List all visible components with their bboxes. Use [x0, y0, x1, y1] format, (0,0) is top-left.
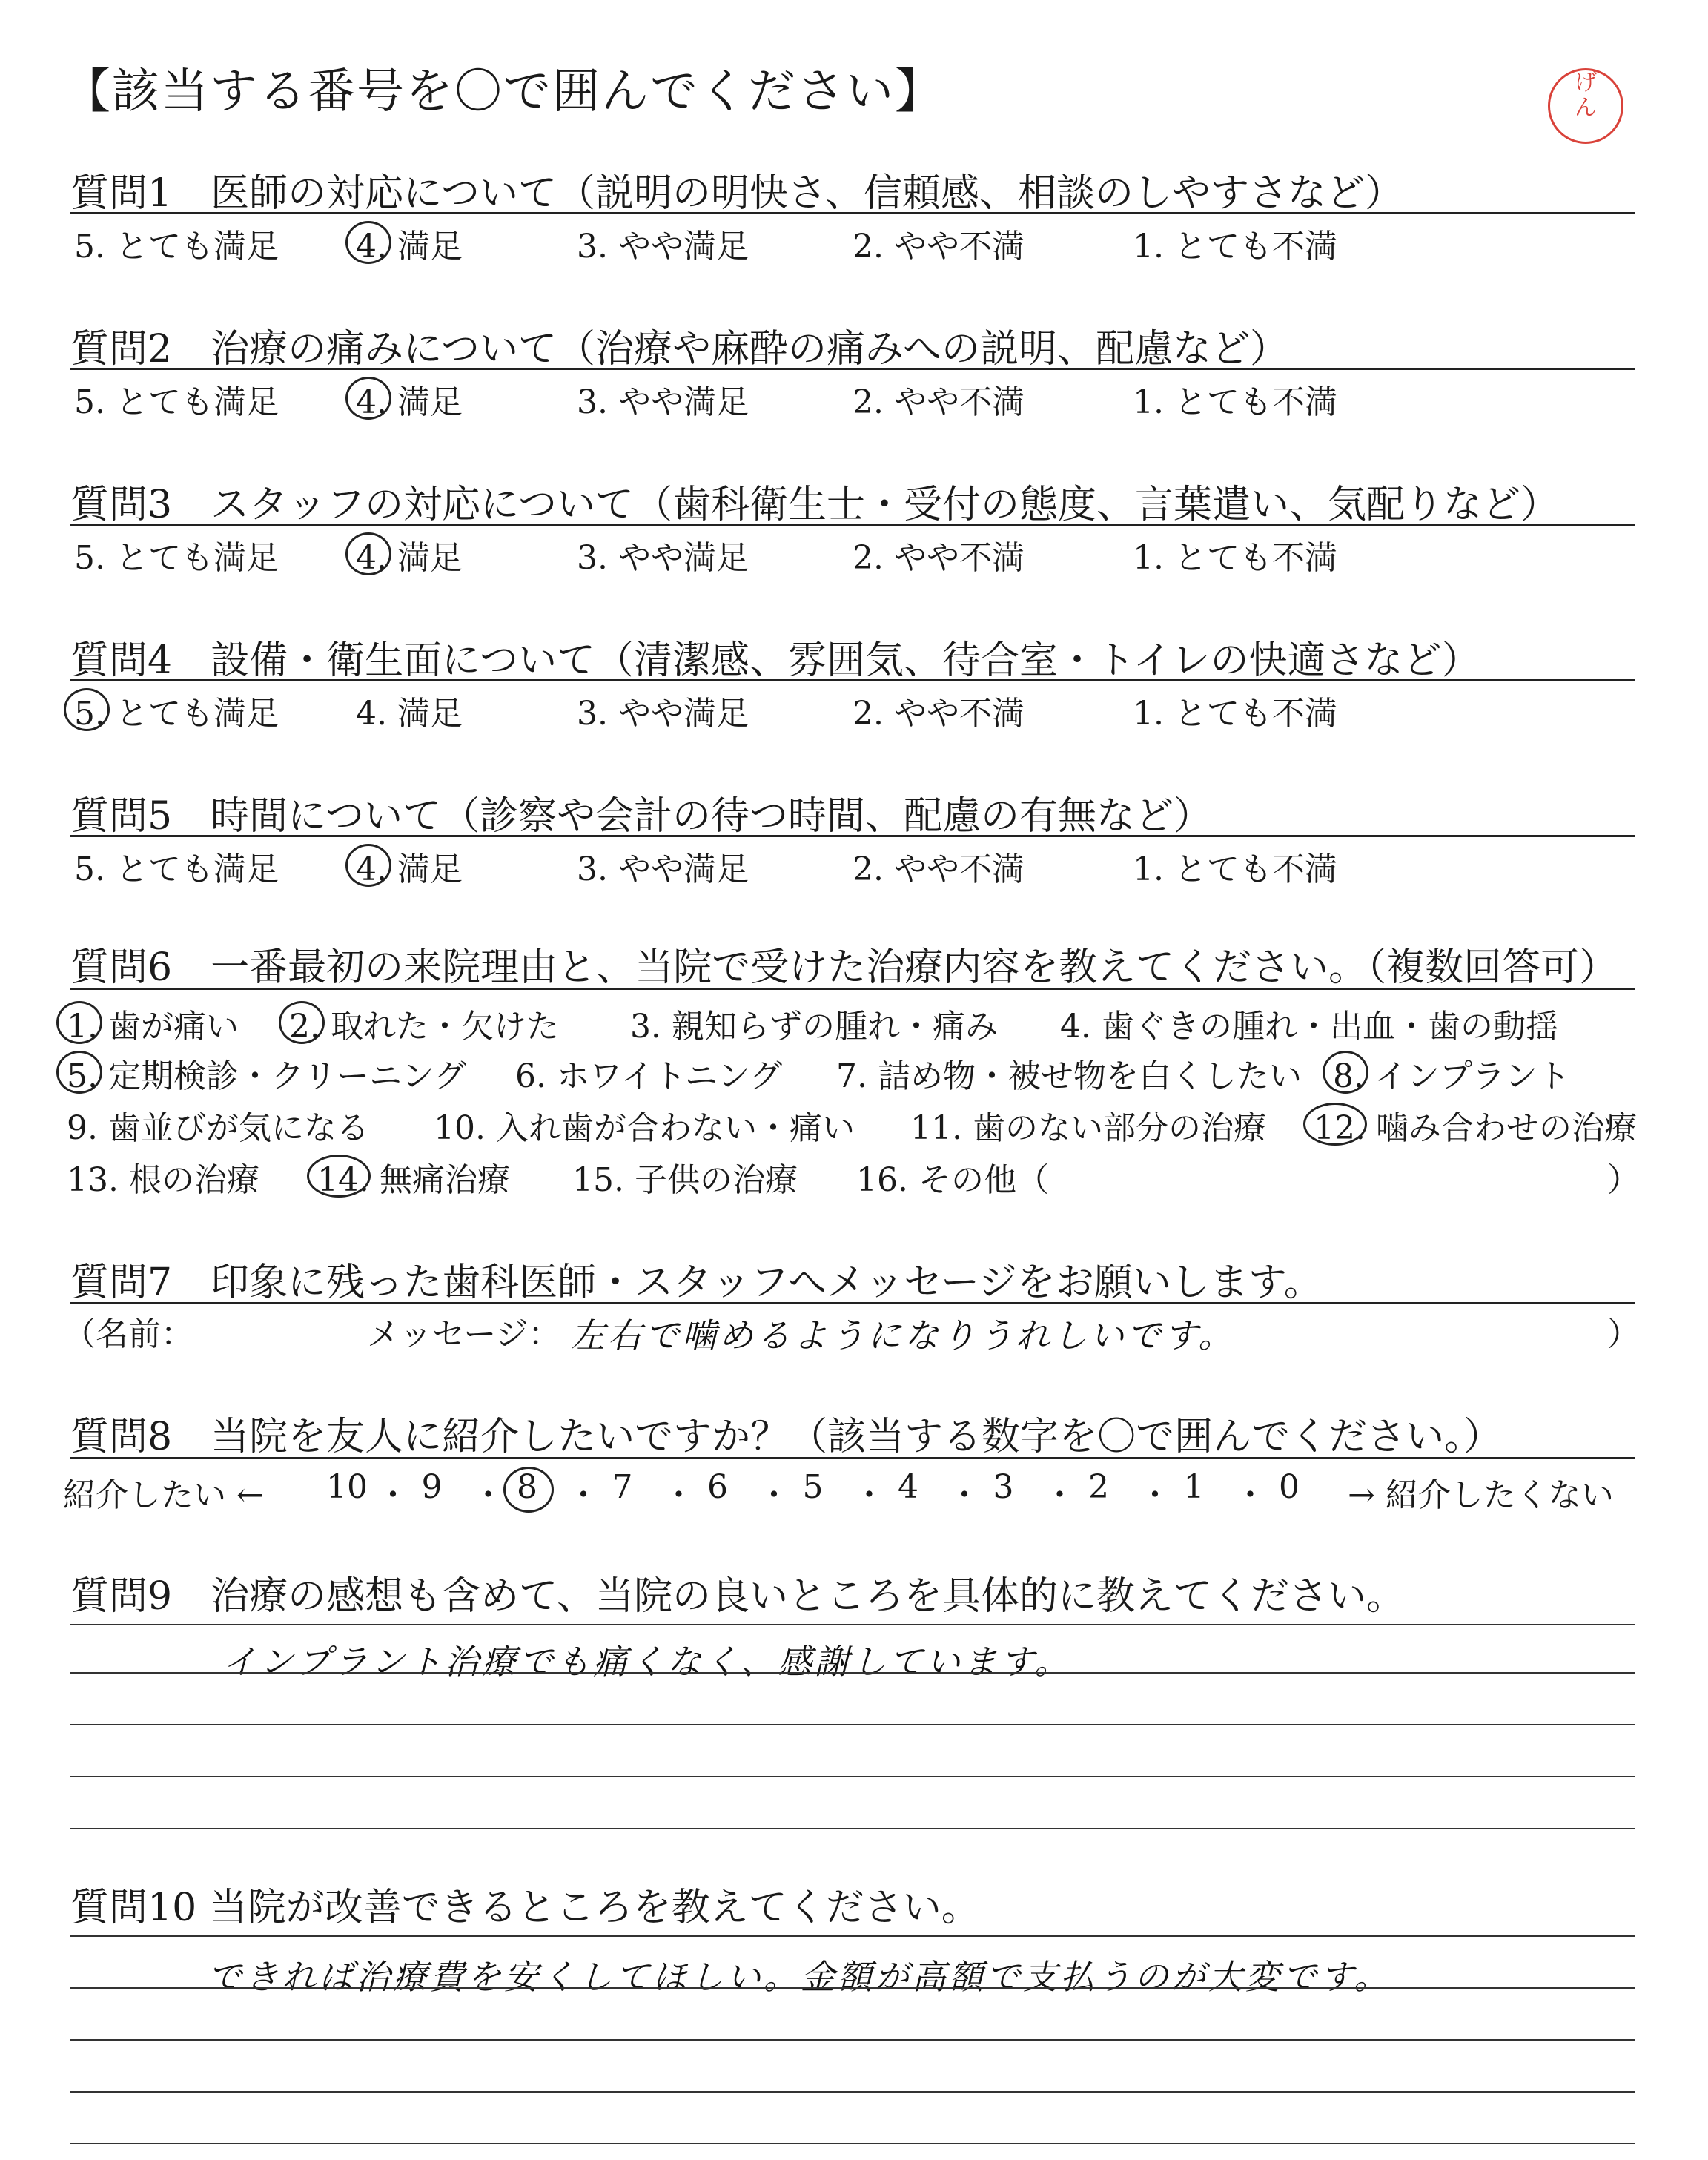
- rating-option[interactable]: 2. やや不満: [853, 695, 1025, 733]
- rating-option[interactable]: 1. とても不満: [1133, 228, 1337, 265]
- selection-circle: [307, 1155, 371, 1198]
- selection-circle: [1303, 1103, 1367, 1146]
- q6-option[interactable]: 13. 根の治療: [67, 1161, 259, 1199]
- scale-separator: ・: [1043, 1476, 1076, 1514]
- q6-option[interactable]: 11. 歯のない部分の治療: [910, 1109, 1266, 1147]
- q8-scale-value[interactable]: 2: [1088, 1468, 1109, 1506]
- scale-separator: ・: [1234, 1476, 1267, 1514]
- q6-close-paren: ）: [1607, 1161, 1640, 1199]
- selection-circle: [1323, 1051, 1368, 1094]
- rating-option[interactable]: 5. とても満足: [74, 383, 279, 421]
- q8-label: 質問8 当院を友人に紹介したいですか？（該当する数字を〇で囲んでください。）: [70, 1415, 1503, 1459]
- q8-scale-value[interactable]: 7: [612, 1468, 633, 1506]
- q8-rule: [70, 1457, 1635, 1459]
- q7-rule: [70, 1302, 1635, 1304]
- answer-line: [70, 1935, 1635, 1937]
- answer-line: [70, 1672, 1635, 1674]
- q6-option[interactable]: 6. ホワイトニング: [515, 1057, 783, 1095]
- q6-rule: [70, 988, 1635, 990]
- rating-option[interactable]: 2. やや不満: [853, 228, 1025, 265]
- q6-option[interactable]: 3. 親知らずの腫れ・痛み: [630, 1008, 998, 1046]
- selection-circle: [503, 1467, 554, 1513]
- q8-scale-value[interactable]: 4: [898, 1468, 918, 1506]
- answer-line: [70, 2091, 1635, 2093]
- seal-char: げ: [1575, 70, 1597, 96]
- q6-option[interactable]: 2. 取れた・欠けた: [289, 1008, 559, 1046]
- rating-option[interactable]: 5. とても満足: [74, 851, 279, 888]
- q6-option[interactable]: 4. 歯ぐきの腫れ・出血・歯の動揺: [1060, 1008, 1558, 1046]
- rating-option[interactable]: 4. 満足: [356, 228, 463, 265]
- q6-option[interactable]: 15. 子供の治療: [572, 1161, 798, 1199]
- q5-rule: [70, 835, 1635, 837]
- q8-right-label: → 紹介したくない: [1348, 1476, 1614, 1514]
- q8-scale-value[interactable]: 8: [517, 1468, 537, 1506]
- rating-option[interactable]: 5. とても満足: [74, 695, 279, 733]
- scale-separator: ・: [471, 1476, 505, 1514]
- q3-label: 質問3 スタッフの対応について（歯科衛生士・受付の態度、言葉遣い、気配りなど）: [70, 483, 1560, 527]
- q6-option[interactable]: 10. 入れ歯が合わない・痛い: [434, 1109, 855, 1147]
- rating-option[interactable]: 5. とても満足: [74, 228, 279, 265]
- q4-label: 質問4 設備・衛生面について（清潔感、雰囲気、待合室・トイレの快適さなど）: [70, 638, 1480, 683]
- approval-seal: [1548, 68, 1623, 144]
- q7-label: 質問7 印象に残った歯科医師・スタッフへメッセージをお願いします。: [70, 1261, 1323, 1305]
- rating-option[interactable]: 3. やや満足: [577, 539, 749, 577]
- selection-circle: [64, 688, 110, 731]
- rating-option[interactable]: 1. とても不満: [1133, 851, 1337, 888]
- answer-line: [70, 2039, 1635, 2041]
- rating-option[interactable]: 3. やや満足: [577, 383, 749, 421]
- rating-option[interactable]: 5. とても満足: [74, 539, 279, 577]
- q8-scale-value[interactable]: 3: [993, 1468, 1014, 1506]
- q8-scale-value[interactable]: 5: [802, 1468, 824, 1506]
- q6-option[interactable]: 1. 歯が痛い: [67, 1008, 239, 1046]
- q8-scale-value[interactable]: 0: [1279, 1468, 1300, 1506]
- scale-separator: ・: [377, 1476, 409, 1514]
- q7-message[interactable]: 左右で噛めるようになりうれしいです。: [571, 1315, 1236, 1355]
- q8-scale-value[interactable]: 6: [707, 1468, 728, 1506]
- rating-option[interactable]: 4. 満足: [356, 695, 463, 733]
- rating-option[interactable]: 4. 満足: [356, 539, 463, 577]
- q6-option[interactable]: 9. 歯並びが気になる: [67, 1109, 369, 1147]
- rating-option[interactable]: 4. 満足: [356, 383, 463, 421]
- answer-line: [70, 1724, 1635, 1725]
- rating-option[interactable]: 3. やや満足: [577, 851, 749, 888]
- scale-separator: ・: [853, 1476, 886, 1514]
- q6-label: 質問6 一番最初の来院理由と、当院で受けた治療内容を教えてください。（複数回答可）: [70, 945, 1618, 990]
- rating-option[interactable]: 1. とても不満: [1133, 383, 1337, 421]
- scale-separator: ・: [1139, 1476, 1171, 1514]
- q1-label: 質問1 医師の対応について（説明の明快さ、信頼感、相談のしやすさなど）: [70, 171, 1403, 216]
- q6-option[interactable]: 8. インプラント: [1333, 1057, 1570, 1095]
- q5-label: 質問5 時間について（診察や会計の待つ時間、配慮の有無など）: [70, 794, 1213, 839]
- answer-line: [70, 2143, 1635, 2144]
- seal-char: ん: [1575, 95, 1597, 121]
- scale-separator: ・: [948, 1476, 981, 1514]
- q10-label: 質問10 当院が改善できるところを教えてください。: [70, 1886, 980, 1930]
- rating-option[interactable]: 2. やや不満: [853, 383, 1025, 421]
- selection-circle: [345, 377, 391, 420]
- q2-label: 質問2 治療の痛みについて（治療や麻酔の痛みへの説明、配慮など）: [70, 327, 1289, 371]
- rating-option[interactable]: 1. とても不満: [1133, 539, 1337, 577]
- scale-separator: ・: [758, 1476, 790, 1514]
- q6-option[interactable]: 7. 詰め物・被せ物を白くしたい: [836, 1057, 1302, 1095]
- scale-separator: ・: [567, 1476, 600, 1514]
- selection-circle: [56, 1051, 102, 1094]
- q7-name-label: （名前：: [63, 1315, 193, 1353]
- answer-line: [70, 1987, 1635, 1989]
- q2-rule: [70, 368, 1635, 370]
- rating-option[interactable]: 4. 満足: [356, 851, 463, 888]
- selection-circle: [279, 1001, 325, 1044]
- q8-left-label: 紹介したい ←: [63, 1476, 264, 1514]
- selection-circle: [345, 844, 391, 887]
- selection-circle: [345, 532, 391, 575]
- q10-answer[interactable]: できれば治療費を安くしてほしい。金額が高額で支払うのが大変です。: [208, 1957, 1391, 1997]
- answer-line: [70, 1776, 1635, 1777]
- rating-option[interactable]: 3. やや満足: [577, 228, 749, 265]
- answer-line: [70, 1828, 1635, 1829]
- scale-separator: ・: [662, 1476, 695, 1514]
- q9-label: 質問9 治療の感想も含めて、当院の良いところを具体的に教えてください。: [70, 1574, 1406, 1619]
- q3-rule: [70, 524, 1635, 526]
- q8-scale-value[interactable]: 9: [421, 1468, 443, 1506]
- rating-option[interactable]: 3. やや満足: [577, 695, 749, 733]
- q1-rule: [70, 212, 1635, 214]
- q6-option[interactable]: 5. 定期検診・クリーニング: [67, 1057, 467, 1095]
- q9-answer[interactable]: インプラント治療でも痛くなく、感謝しています。: [222, 1642, 1072, 1682]
- rating-option[interactable]: 1. とても不満: [1133, 695, 1337, 733]
- q6-option[interactable]: 16. その他（: [856, 1161, 1049, 1199]
- answer-line: [70, 1624, 1635, 1625]
- rating-option[interactable]: 2. やや不満: [853, 539, 1025, 577]
- selection-circle: [56, 1001, 102, 1044]
- q7-message-label: メッセージ：: [367, 1315, 561, 1353]
- q7-close-paren: ）: [1607, 1315, 1640, 1353]
- q6-option[interactable]: 14. 無痛治療: [317, 1161, 510, 1199]
- rating-option[interactable]: 2. やや不満: [853, 851, 1025, 888]
- q4-rule: [70, 679, 1635, 681]
- form-title: 【該当する番号を〇で囲んでください】: [63, 65, 944, 119]
- q8-scale-value[interactable]: 10: [326, 1468, 368, 1506]
- selection-circle: [345, 221, 391, 264]
- q8-scale-value[interactable]: 1: [1183, 1468, 1205, 1506]
- q6-option[interactable]: 12. 噛み合わせの治療: [1314, 1109, 1637, 1147]
